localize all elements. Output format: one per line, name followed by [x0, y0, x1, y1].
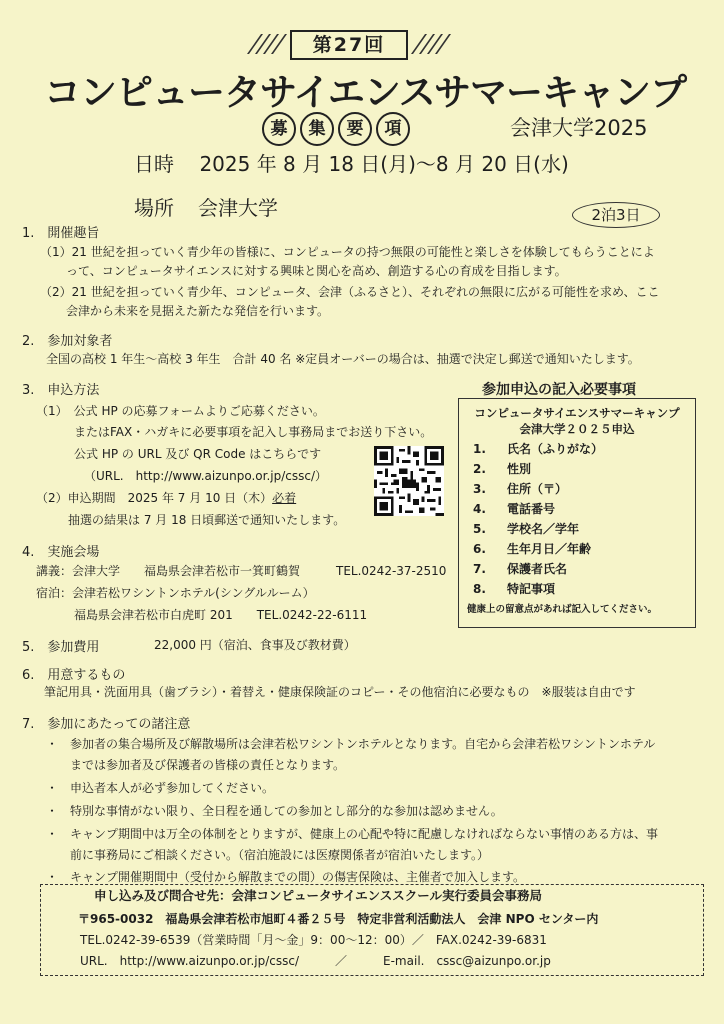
section-heading: 1. 開催趣旨	[22, 226, 100, 241]
section-heading: 3. 申込方法	[22, 383, 100, 398]
section-text: 筆記用具・洗面用具（歯ブラシ）・着替え・健康保険証のコピー・その他宿泊に必要なもの ※服装は自由です	[44, 685, 636, 699]
edition-badge: 第27回	[290, 30, 408, 60]
contact-phone: TEL.0242-39-6539（営業時間「月～金」9：00～12：00）／ FAX.0242-39-6831	[80, 933, 547, 947]
section-text: （1）21 世紀を担っていく青少年の皆様に、コンピュータの持つ無限の可能性と楽しさを体験してもらうことによ	[40, 245, 655, 259]
date-label: 日時	[134, 152, 174, 176]
application-period: （2）申込期間 2025 年 7 月 10 日（木）	[36, 491, 273, 505]
notice-item: ・ 申込者本人が必ず参加してください。	[46, 781, 275, 795]
requirement-item: 6. 生年月日／年齢	[473, 542, 592, 556]
university-year: 会津大学2025	[510, 116, 648, 140]
place-label: 場所	[134, 196, 174, 220]
requirements-header: 会津大学２０２５申込	[519, 422, 635, 436]
section-text: 宿泊：会津若松ワシントンホテル(シングルルーム）	[36, 586, 315, 600]
notice-item-cont: 前に事務局にご相談ください。（宿泊施設には医療関係者が宿泊いたします。）	[70, 848, 490, 862]
place-value: 会津大学	[198, 196, 278, 220]
section-text: って、コンピュータサイエンスに対する興味と関心を高め、創造する心の育成を目指します。	[66, 264, 567, 278]
section-text: （URL. http://www.aizunpo.or.jp/cssc/）	[84, 469, 328, 483]
requirement-item: 1. 氏名（ふりがな）	[473, 442, 604, 456]
notice-item-cont: までは参加者及び保護者の皆様の責任となります。	[70, 758, 346, 772]
recruit-char: 募	[262, 112, 296, 146]
requirement-item: 2. 性別	[473, 462, 532, 476]
section-text: 福島県会津若松市白虎町 201 TEL.0242-22-6111	[74, 608, 368, 622]
section-heading: 4. 実施会場	[22, 545, 100, 560]
section-heading: 6. 用意するもの	[22, 668, 126, 683]
stay-duration-badge: 2泊3日	[572, 202, 660, 228]
notice-item: ・ 特別な事情がない限り、全日程を通しての参加とし部分的な参加は認めません。	[46, 804, 503, 818]
recruit-char: 集	[300, 112, 334, 146]
decorative-hatch-right	[414, 34, 448, 54]
qr-code[interactable]	[374, 446, 444, 516]
contact-web[interactable]: URL. http://www.aizunpo.or.jp/cssc/ ／ E-mail. cssc@aizunpo.or.jp	[80, 954, 551, 968]
section-text: 抽選の結果は 7 月 18 日頃郵送で通知いたします。	[68, 513, 346, 527]
requirements-title: 参加申込の記入必要事項	[482, 382, 636, 398]
section-heading: 2. 参加対象者	[22, 334, 113, 349]
contact-heading: 申し込み及び問合せ先：会津コンピュータサイエンススクール実行委員会事務局	[94, 888, 543, 903]
recruit-heading	[262, 112, 410, 146]
section-text: （1） 公式 HP の応募フォームよりご応募ください。	[36, 404, 325, 418]
requirements-header: コンピュータサイエンスサマーキャンプ	[474, 406, 680, 420]
requirements-box	[458, 398, 696, 628]
section-text: 会津から未来を見据えた新たな発信を行います。	[66, 304, 330, 318]
recruit-char: 要	[338, 112, 372, 146]
section-text: 全国の高校 1 年生～高校 3 年生 合計 40 名 ※定員オーバーの場合は、抽選で決定し郵送で通知いたします。	[46, 352, 640, 366]
requirement-item: 5. 学校名／学年	[473, 522, 580, 536]
requirement-item: 4. 電話番号	[473, 502, 556, 516]
notice-item: ・ キャンプ期間中は万全の体制をとりますが、健康上の心配や特に配慮しなければならない事情のある方は、事	[46, 827, 659, 841]
section-text: 公式 HP の URL 及び QR Code はこちらです	[74, 447, 322, 461]
section-heading: 7. 参加にあたっての諸注意	[22, 717, 191, 732]
page-title: コンピュータサイエンスサマーキャンプ	[43, 71, 687, 114]
requirements-note: 健康上の留意点があれば記入してください。	[467, 604, 658, 615]
contact-address: 〒965-0032 福島県会津若松市旭町４番２５号 特定非営利活動法人 会津 NPO センター内	[78, 912, 599, 926]
date-value: 2025 年 8 月 18 日(月)～8 月 20 日(水)	[199, 152, 569, 176]
fee-value: 22,000 円（宿泊、食事及び教材費）	[154, 638, 356, 652]
must-arrive-note: 必着	[272, 491, 297, 505]
notice-item: ・ キャンプ開催期間中（受付から解散までの間）の傷害保険は、主催者で加入します。	[46, 870, 526, 884]
event-date	[134, 148, 569, 177]
section-text: （2）21 世紀を担っていく青少年、コンピュータ、会津（ふるさと）、それぞれの無限に広がる可能性を求め、ここ	[40, 285, 660, 299]
requirement-item: 8. 特記事項	[473, 582, 556, 596]
section-text	[36, 490, 296, 506]
requirement-item: 7. 保護者氏名	[473, 562, 568, 576]
recruit-char: 項	[376, 112, 410, 146]
section-heading: 5. 参加費用	[22, 640, 100, 655]
section-text: 講義：会津大学 福島県会津若松市一箕町鶴賀 TEL.0242-37-2510	[36, 564, 447, 578]
notice-item: ・ 参加者の集合場所及び解散場所は会津若松ワシントンホテルとなります。自宅から会津若松ワシントンホテル	[46, 737, 656, 751]
decorative-hatch-left	[250, 34, 284, 54]
requirement-item: 3. 住所（〒）	[473, 482, 568, 496]
event-place	[134, 192, 278, 221]
section-text: またはFAX・ハガキに必要事項を記入し事務局までお送り下さい。	[74, 425, 433, 439]
